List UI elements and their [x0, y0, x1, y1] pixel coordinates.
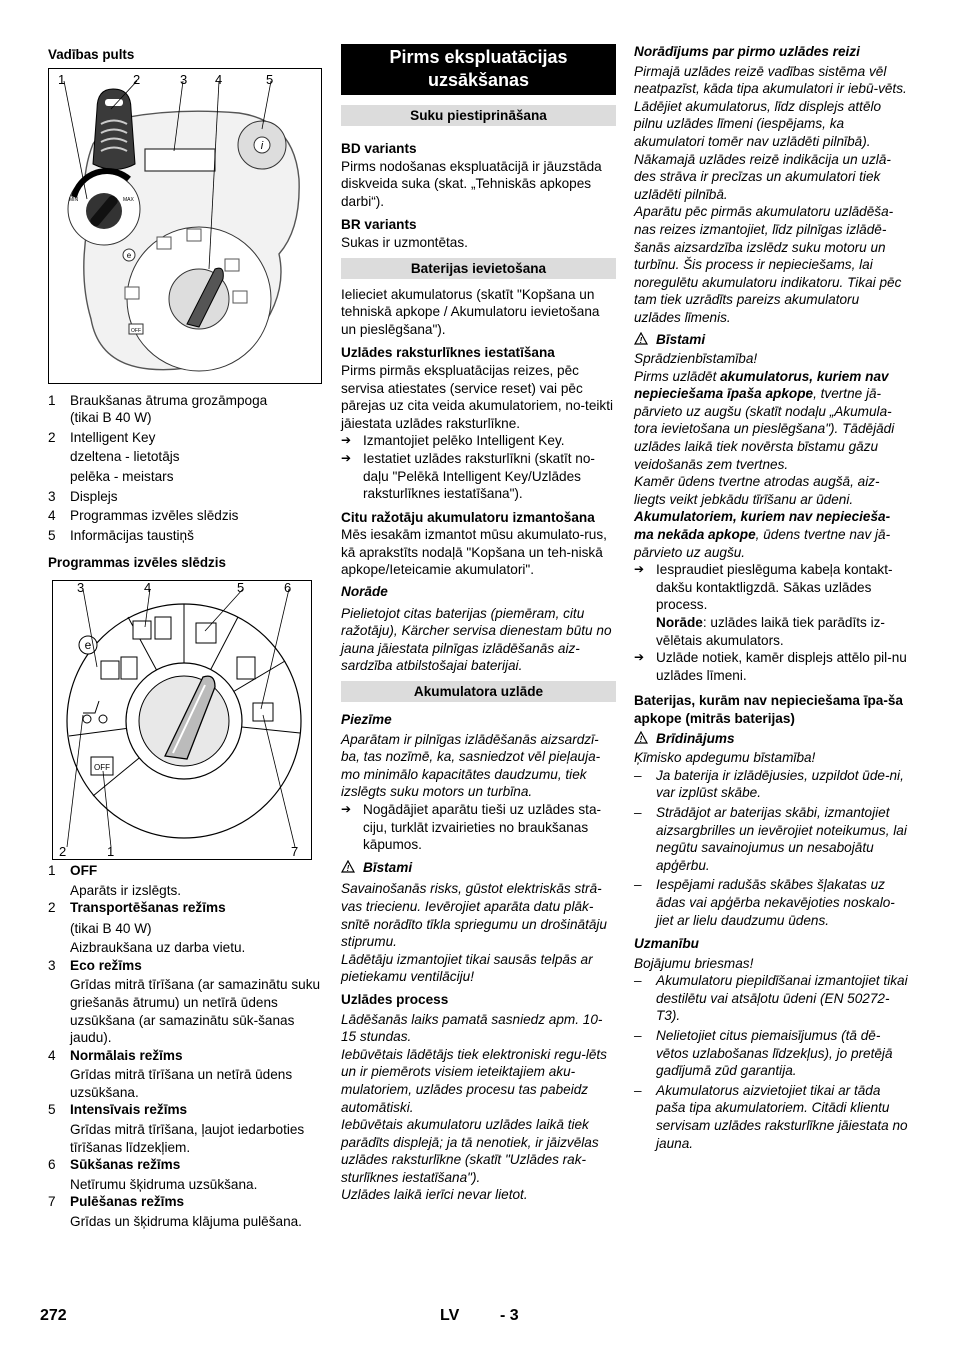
svg-text:e: e [126, 250, 132, 260]
fig2-off-label: OFF [94, 762, 110, 772]
off-mode-icon [91, 757, 113, 775]
svg-text:MAX: MAX [123, 196, 134, 203]
svg-text:i: i [260, 139, 264, 152]
caution-item: – Nelietojiet citus piemaisījumus (tā dē-vētos uzlabošanas līdzekļus), jo pretējā gadījumā zūd garantija. [634, 1027, 908, 1080]
column-middle [341, 44, 616, 1204]
heading-control-panel: Vadības pults [48, 47, 135, 62]
danger-paragraph: Pirms uzlādēt akumulatorus, kuriem nav nepieciešama īpaša apkope, tvertne jā-pārvieto uz augšu (skatīt nodaļu „Akumula-tora ievietošana un pieslēgšana"). Tādējādi uzlādes laikā tiek novērsta bīstamu gāzu veidošanās zem tvertnes. [634, 368, 895, 472]
danger-paragraph-2: Akumulatoriem, kuriem nav nepiecieša-ma nekāda apkope, ūdens tvertne nav jā-pārvieto uz augšu. [634, 509, 891, 560]
main-title: Pirms ekspluatācijas uzsākšanas [341, 44, 616, 95]
warning-item: – Strādājot ar baterijas skābi, izmantojiet aizsargbrilles un ievērojiet noteikumus, lai negūtu savainojumus un nesabojātu apģērbu. [634, 804, 908, 874]
list-item: 3 Displejs [48, 488, 118, 504]
svg-text:!: ! [639, 734, 643, 744]
first-charge-text-2: Nākamajā uzlādes reizē indikācija un uzlā-des strāva ir precīzas un akumulatori tiek uzlādēti pilnībā. [634, 151, 891, 202]
list-item: 4 Programmas izvēles slēdzis [48, 508, 239, 524]
section-title-brush: Suku piestiprināšana [341, 105, 616, 126]
warning-triangle-icon [634, 332, 648, 345]
list-item: 2 Intelligent Key dzeltena - lietotājs pelēka - meistars [48, 429, 180, 484]
process-text-4: Uzlādes laikā ierīci nevar lietot. [341, 1187, 528, 1203]
remark-title: Piezīme [341, 712, 392, 728]
subheading-charge-process: Uzlādes process [341, 991, 449, 1007]
danger-text-2: Lādētāju izmantojiet tikai sausās telpās ar pietiekamu ventilāciju! [341, 951, 593, 985]
control-panel-drawing [49, 69, 321, 383]
selector-knob-icon [139, 676, 229, 766]
warning-heading: ! Brīdinājums [634, 730, 908, 748]
intensive-mode-icon [196, 623, 216, 643]
list-control-panel [48, 392, 322, 545]
figure-program-selector [52, 580, 312, 860]
fig1-callout-5: 5 [266, 71, 274, 87]
step-item: ➔ Iespraudiet pieslēguma kabeļa kontakt-dakšu kontaktligzdā. Sākas uzlādes process. Norāde: uzlādes laikā tiek parādīts iz-vēlētais akumulators. [634, 561, 908, 649]
caution-item: – Akumulatorus aizvietojiet tikai ar tāda paša tipa akumulatoriem. Citādi klientu servisam uzlādes raksturlīkne jāiestata no jauna. [634, 1082, 908, 1152]
subheading-wet-batteries: Baterijas, kurām nav nepieciešama īpa-ša apkope (mitrās baterijas) [634, 693, 903, 726]
fig2-callout-6: 6 [284, 580, 292, 595]
caution-line: Bojājumu briesmas! [634, 955, 754, 971]
first-charge-text-3: Aparātu pēc pirmās akumulatoru uzlādēša-nas reizes izmantojiet, līdz pilnīgas izlādē-šanās aizsardzība izslēdz suku motoru un turbīnu. Šis process ir nepieciešams, lai noregulētu akumulatoru indikatoru. Tikai pēc tam tiek uzrādīts pareizs akumulatoru uzlādes līmenis. [634, 204, 902, 325]
note-title: Norāde [341, 584, 388, 600]
list-item: 5 Informācijas taustiņš [48, 527, 194, 543]
list-item: 5 Intensīvais režīms Grīdas mitrā tīrīšana, ļaujot iedarboties tīrīšanas līdzekļiem. [48, 1102, 305, 1155]
fig1-callout-2: 2 [133, 71, 141, 87]
warning-line: Ķīmisko apdegumu bīstamība! [634, 750, 816, 766]
text-br: Sukas ir uzmontētas. [341, 234, 468, 250]
danger-heading: ! Bīstami [341, 859, 616, 877]
list-item: 6 Sūkšanas režīms Netīrumu šķidruma uzsūkšana. [48, 1157, 258, 1192]
svg-text:e: e [84, 637, 92, 652]
subheading-charge-curve: Uzlādes raksturlīknes iestatīšana [341, 345, 555, 361]
fig2-callout-7: 7 [291, 843, 299, 859]
page-sub-number: - 3 [500, 1307, 519, 1324]
language-code: LV [440, 1307, 460, 1324]
remark-text: Aparātam ir pilnīgas izlādēšanās aizsardzī-ba, tas nozīmē, ka, sasniedzot vēl pieļauja-mo minimālo kapacitātes daudzumu, tiek izslēgts suku motors un turbīna. [341, 731, 601, 800]
fig2-callout-5: 5 [237, 580, 245, 595]
caution-item: – Akumulatoru piepildīšanai izmantojiet tikai destilētu vai atsāļotu ūdeni (EN 50272-T3). [634, 972, 908, 1025]
fig1-callout-4: 4 [215, 71, 223, 87]
danger-heading: ! Bīstami [634, 331, 908, 349]
column-right [634, 43, 908, 1152]
list-item: 1 Braukšanas ātruma grozāmpoga (tikai B 40 W) [48, 392, 268, 426]
svg-text:MIN: MIN [69, 196, 79, 203]
step-item: ➔ Uzlāde notiek, kamēr displejs attēlo pil-nu uzlādes līmeni. [634, 649, 908, 684]
warning-triangle-icon [341, 860, 355, 873]
warning-item: – Ja baterija ir izlādējusies, uzpildot ūde-ni, var izplūst skābe. [634, 767, 908, 802]
first-charge-text-1: Pirmajā uzlādes reizē vadības sistēma vēl neatpazīst, kāda tipa akumulatori ir iebū-vēts. Lādējiet akumulatorus, līdz displejs attēlo pilnu uzlādes līmeni (iespējams, ka akumulatori tomēr nav uzlādēti pilnībā). [634, 63, 907, 149]
danger-line-1: Sprādzienbīstamība! [634, 351, 758, 367]
warning-triangle-icon [634, 731, 648, 744]
text-bd: Pirms nodošanas ekspluatācijā ir jāuzstāda diskveida suka (skat. „Tehniskās apkopes darbi“). [341, 158, 602, 209]
fig2-callout-3: 3 [77, 580, 85, 595]
figure-control-panel [48, 68, 322, 384]
list-item: 2 Transportēšanas režīms (tikai B 40 W) Aizbraukšana uz darba vietu. [48, 900, 246, 955]
list-item: 1 OFF Aparāts ir izslēgts. [48, 862, 182, 898]
text-other-batteries: Mēs iesakām izmantot mūsu akumulato-rus, kā aprakstīts nodaļā "Kopšana un teh-niskā apkope/Ieteicamie akumulatori". [341, 527, 607, 578]
intelligent-key-icon [93, 89, 135, 170]
process-text-3: Iebūvētais akumulatoru uzlādes laikā tiek parādīts displejā; ja tā nenotiek, ir jāizvēlas uzlādes raksturlīkne (skatīt "Uzlādes rak-sturlīknes iestatīšana"). [341, 1117, 599, 1185]
suction-mode-icon [237, 657, 255, 679]
svg-text:!: ! [346, 863, 350, 873]
first-charge-title: Norādījums par pirmo uzlādes reizi [634, 44, 860, 59]
fig1-callout-1: 1 [58, 71, 66, 87]
polish-mode-icon [253, 703, 273, 721]
text-battery: Ielieciet akumulatorus (skatīt "Kopšana un tehniskā apkope / Akumulatoru ievietošana un pieslēgšana"). [341, 286, 600, 337]
list-program-modes [48, 862, 322, 1231]
process-text-1: Lādēšanās laiks pamatā sasniedz apm. 10-15 stundas. [341, 1011, 603, 1045]
danger-text-1: Savainošanās risks, gūstot elektriskās strā-vas triecienu. Ievērojiet aparāta datu plāk-snītē norādīto tīkla spriegumu un drošinātāju stiprumu. [341, 881, 607, 950]
section-title-charging: Akumulatora uzlāde [341, 681, 616, 702]
svg-text:!: ! [639, 335, 643, 345]
fig2-callout-1: 1 [107, 843, 115, 859]
fig2-callout-2: 2 [59, 843, 67, 859]
note-text: Pielietojot citas baterijas (piemēram, citu ražotāju), Kärcher servisa dienestam būtu no jauna jāiestata pilnīgas izlādēšanās aiz-sardzība atbilstošajai baterijai. [341, 605, 612, 674]
page-number: 272 [40, 1307, 67, 1324]
svg-text:OFF: OFF [131, 327, 141, 334]
section-title-battery: Baterijas ievietošana [341, 258, 616, 279]
heading-program-selector: Programmas izvēles slēdzis [48, 555, 226, 571]
step-item: ➔ Iestatiet uzlādes raksturlīkni (skatīt no-daļu "Pelēkā Intelligent Key/Uzlādes raksturlīknes iestatīšana"). [341, 450, 616, 503]
danger-line-3: Kamēr ūdens tvertne atrodas augšā, aiz-liegts veikt jebkādu tīrīšanu ar ūdeni. [634, 474, 880, 507]
list-item: 3 Eco režīms Grīdas mitrā tīrīšana (ar samazinātu suku griešanās ātrumu) un netīrā ūdens uzsūkšana (ar samazinātu sūk-šanas jaudu). [48, 957, 321, 1046]
fig2-callout-4: 4 [144, 580, 152, 595]
list-item: 7 Pulēšanas režīms Grīdas un šķidruma klājuma pulēšana. [48, 1194, 302, 1230]
fig1-callout-3: 3 [180, 71, 188, 87]
process-text-2: Iebūvētais lādētājs tiek elektroniski regu-lēts un ir piemērots visiem ieteiktajiem aku-mulatoriem, uzlādes procesu tas pabeidz automātiski. [341, 1046, 607, 1115]
subheading-other-batteries: Citu ražotāju akumulatoru izmantošana [341, 509, 595, 525]
program-selector-drawing [53, 581, 311, 859]
step-item: ➔ Nogādājiet aparātu tieši uz uzlādes sta-ciju, turklāt izvairieties no braukšanas kāpumos. [341, 801, 616, 854]
display-window [145, 149, 215, 171]
step-item: ➔ Izmantojiet pelēko Intelligent Key. [341, 432, 616, 450]
column-left [48, 42, 322, 1231]
subheading-bd: BD variants [341, 141, 417, 156]
text-charge-curve: Pirms pirmās ekspluatācijas reizes, pēc servisa atiestates (service reset) vai pēc pārejas uz cita veida akumulatoriem, no-teikti jāiestata uzlādes raksturlīkne. [341, 362, 614, 431]
list-item: 4 Normālais režīms Grīdas mitrā tīrīšana un netīrā ūdens uzsūkšana. [48, 1047, 293, 1100]
subheading-br: BR variants [341, 217, 417, 233]
caution-title: Uzmanību [634, 936, 699, 952]
warning-item: – Iespējami radušās skābes šļakatas uz ādas vai apģērba nekavējoties noskalo-jiet ar lielu daudzumu ūdens. [634, 876, 908, 929]
